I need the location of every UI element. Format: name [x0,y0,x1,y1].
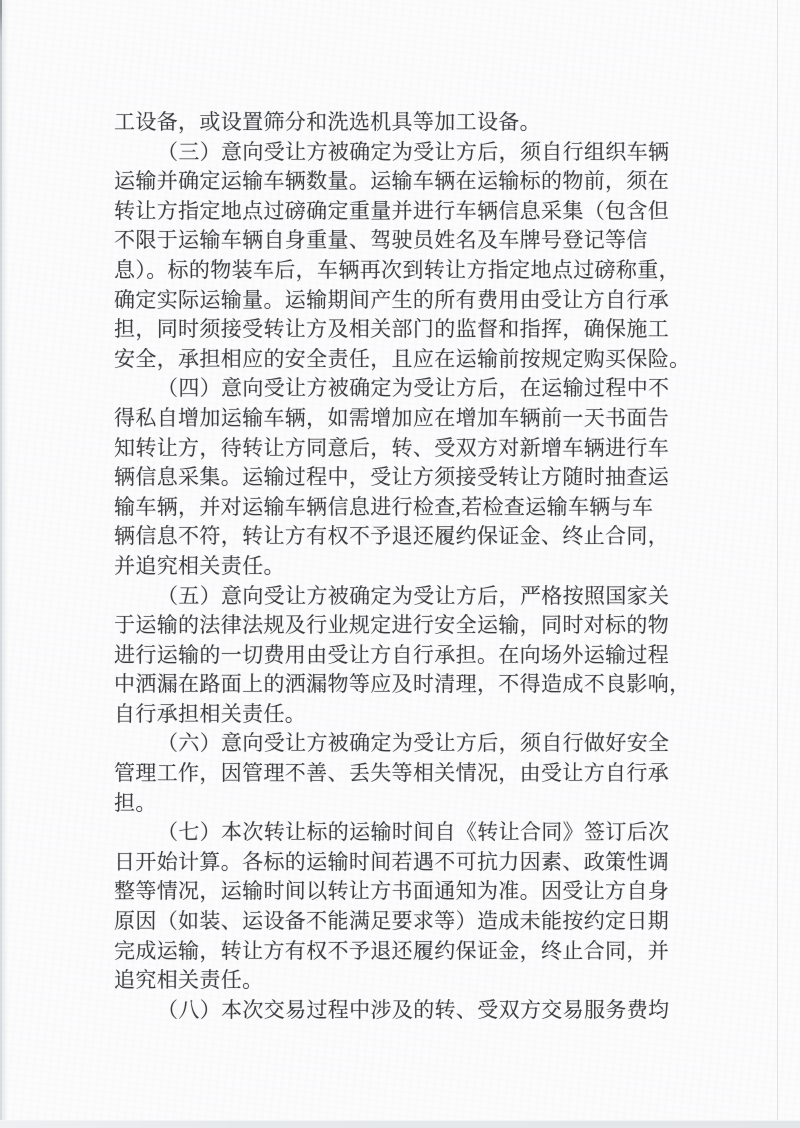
text-line: 日开始计算。各标的运输时间若遇不可抗力因素、政策性调 [114,849,670,874]
document-body-text [114,108,691,1025]
text-line: 息）。标的物装车后，车辆再次到转让方指定地点过磅称重， [114,257,680,282]
text-line: 担，同时须接受转让方及相关部门的监督和指挥，确保施工 [114,317,670,342]
text-line: （八）本次交易过程中涉及的转、受双方交易服务费均 [157,997,670,1022]
text-line: 安全，承担相应的安全责任，且应在运输前按规定购买保险。 [114,346,691,371]
text-line: 于运输的法律法规及行业规定进行安全运输，同时对标的物 [114,613,670,638]
text-line: 整等情况，运输时间以转让方书面通知为准。因受让方自身 [114,879,670,904]
text-line: （五）意向受让方被确定为受让方后，严格按照国家关 [157,583,670,608]
text-line: 原因（如装、运设备不能满足要求等）造成未能按约定日期 [114,909,670,934]
text-line: 并追究相关责任。 [114,553,285,578]
text-line: 辆信息不符，转让方有权不予退还履约保证金、终止合同， [114,524,670,549]
scan-bottom-edge-band [0,1120,800,1128]
text-line: 自行承担相关责任。 [114,701,307,726]
text-line: 进行运输的一切费用由受让方自行承担。在向场外运输过程 [114,642,670,667]
text-line: 确定实际运输量。运输期间产生的所有费用由受让方自行承 [114,287,670,312]
scan-left-edge-shadow [2,0,8,1122]
text-line: 运输并确定运输车辆数量。运输车辆在运输标的物前，须在 [114,169,670,194]
text-line: 不限于运输车辆自身重量、驾驶员姓名及车牌号登记等信 [114,228,648,253]
text-line: 输车辆，并对运输车辆信息进行检查,若检查运输车辆与车 [114,494,654,519]
text-line: （六）意向受让方被确定为受让方后，须自行做好安全 [157,731,670,756]
text-line: 管理工作，因管理不善、丢失等相关情况，由受让方自行承 [114,761,670,786]
text-line: 得私自增加运输车辆，如需增加应在增加车辆前一天书面告 [114,405,670,430]
scan-right-edge-line [777,0,778,1122]
text-line: 知转让方，待转让方同意后，转、受双方对新增车辆进行车 [114,435,670,460]
text-line: 工设备，或设置筛分和洗选机具等加工设备。 [114,110,541,134]
text-line: 辆信息采集。运输过程中，受让方须接受转让方随时抽查运 [114,465,670,490]
text-line: （三）意向受让方被确定为受让方后，须自行组织车辆 [157,139,670,164]
text-line: 完成运输，转让方有权不予退还履约保证金，终止合同，并 [114,938,670,963]
text-line: 追究相关责任。 [114,968,264,993]
text-line: （四）意向受让方被确定为受让方后，在运输过程中不 [157,376,670,401]
text-line: 中洒漏在路面上的洒漏物等应及时清理，不得造成不良影响， [114,672,691,697]
text-line: （七）本次转让标的运输时间自《转让合同》签订后次 [157,820,670,845]
text-line: 转让方指定地点过磅确定重量并进行车辆信息采集（包含但 [114,198,670,223]
text-line: 担。 [114,790,157,815]
